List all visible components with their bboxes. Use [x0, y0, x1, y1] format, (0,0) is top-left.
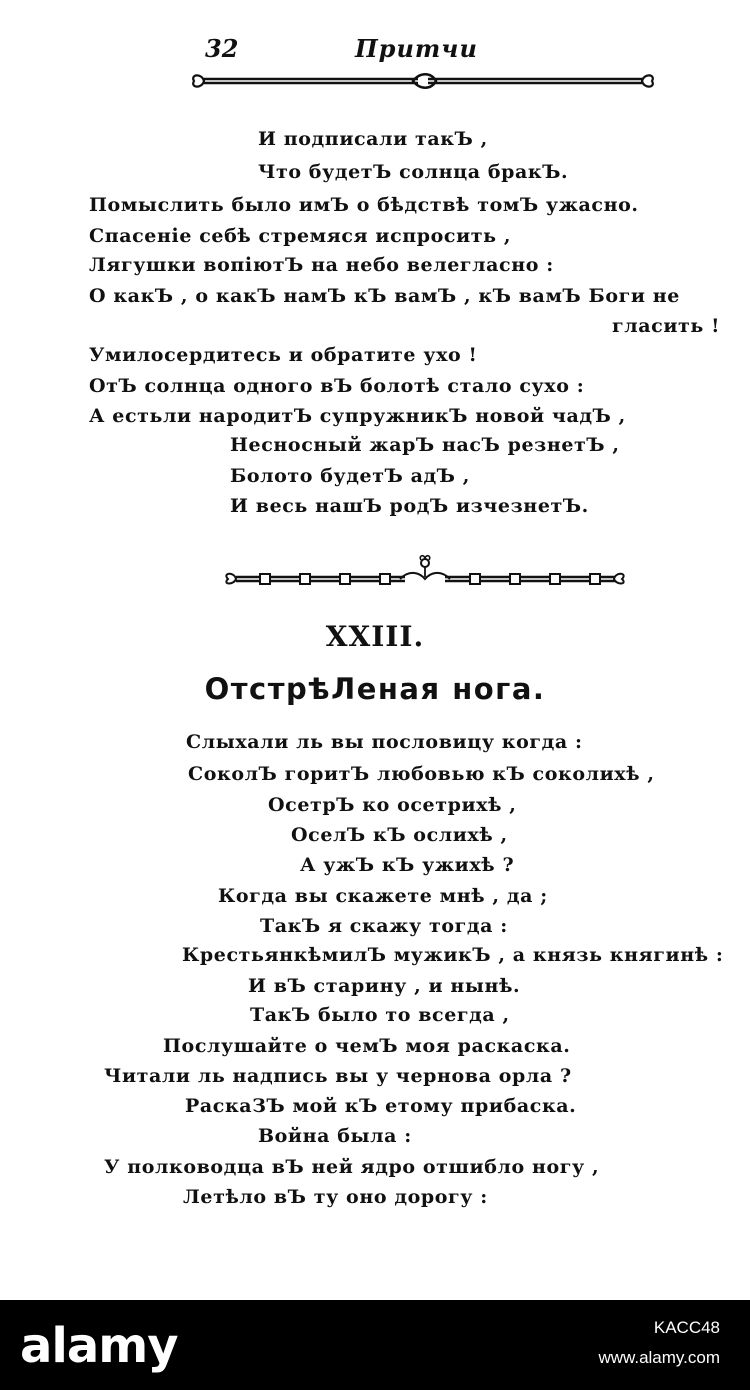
verse-line: У полководца вЪ ней ядро отшибло ногу , [104, 1156, 600, 1178]
verse-line: А естьли народитЪ супружникЪ новой чадЪ , [89, 405, 626, 427]
verse-line: Лягушки вопіютЪ на небо велегласно : [89, 254, 554, 276]
verse-line: ТакЪ было то всегда , [250, 1004, 510, 1026]
verse-line: ОсетрЪ ко осетрихѣ , [268, 794, 517, 816]
verse-line: гласить ! [612, 315, 721, 337]
verse-line: Слыхали ль вы пословицу когда : [186, 731, 583, 753]
fable-title: ОтстрѣЛеная нога. [204, 672, 546, 706]
verse-line: И весь нашЪ родЪ изчезнетЪ. [230, 495, 589, 517]
verse-line: А ужЪ кЪ ужихѣ ? [300, 854, 515, 876]
verse-line: Война была : [258, 1125, 412, 1147]
running-title: Притчи [355, 34, 478, 63]
alamy-logo: alamy [20, 1318, 178, 1374]
running-head [0, 34, 750, 74]
page-number: 32 [205, 34, 239, 63]
verse-line: Когда вы скажете мнѣ , да ; [218, 885, 548, 907]
watermark-bar [0, 1300, 750, 1390]
verse-line: Несносный жарЪ насЪ резнетЪ , [230, 434, 620, 456]
verse-line: Помыслить было имЪ о бѣдствѣ томЪ ужасно. [89, 194, 639, 216]
site-url: www.alamy.com [598, 1348, 720, 1367]
floral-ornament-divider [220, 553, 630, 593]
verse-line: РаскаЗЪ мой кЪ етому прибаска. [185, 1095, 577, 1117]
verse-line: КрестьянкѣмилЪ мужикЪ , а князь княгинѣ : [182, 944, 724, 966]
verse-line: Что будетЪ солнца бракЪ. [258, 161, 569, 183]
verse-line: Летѣло вЪ ту оно дорогу : [183, 1186, 488, 1208]
verse-line: О какЪ , о какЪ намЪ кЪ вамЪ , кЪ вамЪ Боги не [89, 285, 680, 307]
verse-line: Послушайте о чемЪ моя раскаска. [163, 1035, 571, 1057]
fable-number: XXIII. [325, 620, 425, 653]
verse-line: Читали ль надпись вы у чернова орла ? [104, 1065, 572, 1087]
verse-line: ОтЪ солнца одного вЪ болотѣ стало сухо : [89, 375, 585, 397]
verse-line: ОселЪ кЪ ослихѣ , [291, 824, 508, 846]
verse-line: Умилосердитесь и обратите ухо ! [89, 344, 478, 366]
verse-line: Болото будетЪ адЪ , [230, 465, 470, 487]
verse-line: И вЪ старину , и нынѣ. [248, 975, 521, 997]
verse-line: ТакЪ я скажу тогда : [260, 915, 508, 937]
verse-line: И подписали такЪ , [258, 128, 488, 150]
verse-line: Спасеніе себѣ стремяся испросить , [89, 225, 512, 247]
decorative-rule [188, 70, 658, 92]
verse-line: СоколЪ горитЪ любовью кЪ соколихѣ , [188, 763, 655, 785]
image-id: KACC48 [653, 1318, 720, 1337]
